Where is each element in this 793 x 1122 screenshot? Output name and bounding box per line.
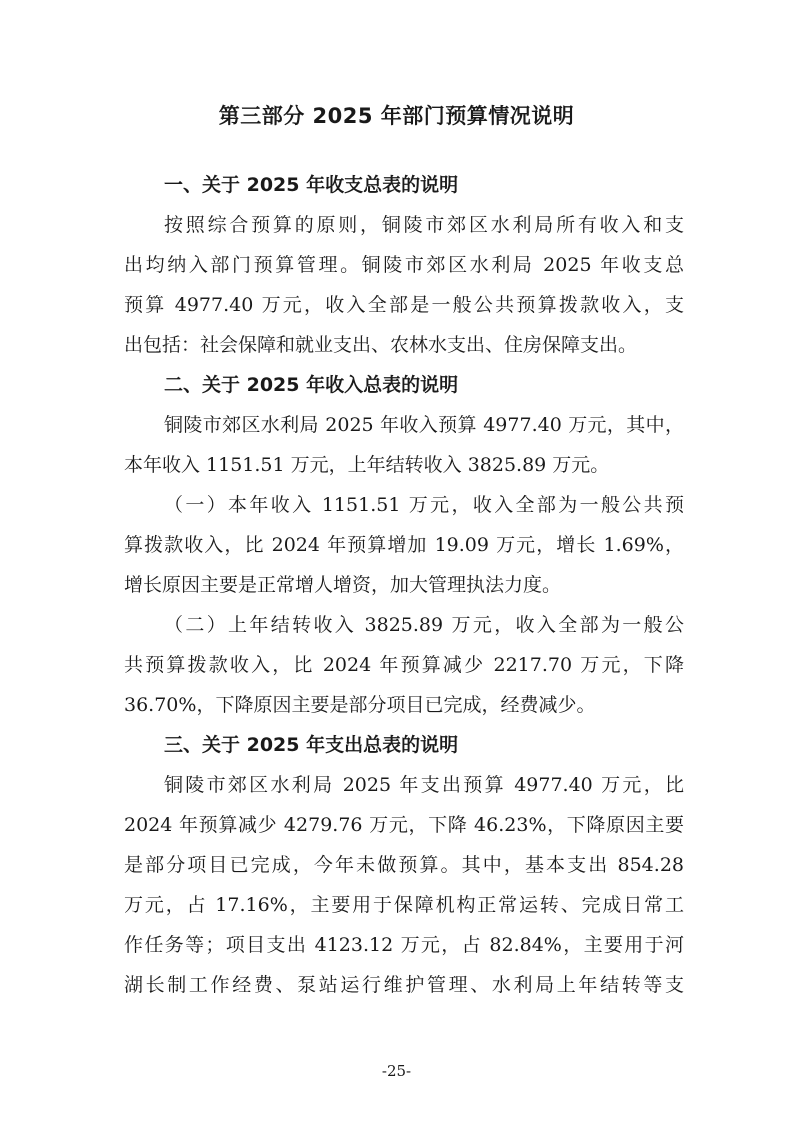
paragraph-line: 增长原因主要是正常增人增资，加大管理执法力度。 (124, 574, 562, 596)
paragraph-line: 共预算拨款收入，比 2024 年预算减少 2217.70 万元，下降 (124, 654, 684, 676)
section-heading: 二、关于 2025 年收入总表的说明 (164, 374, 459, 396)
paragraph-line: 出包括：社会保障和就业支出、农林水支出、住房保障支出。 (124, 334, 638, 356)
page-number: -25- (381, 1062, 412, 1080)
document-body (124, 165, 684, 1005)
paragraph-line: 出均纳入部门预算管理。铜陵市郊区水利局 2025 年收支总 (124, 254, 684, 276)
page-title: 第三部分 2025 年部门预算情况说明 (218, 104, 575, 128)
paragraph-line: （二）上年结转收入 3825.89 万元，收入全部为一般公 (164, 614, 684, 636)
paragraph-line: 算拨款收入，比 2024 年预算增加 19.09 万元，增长 1.69%， (124, 534, 684, 556)
paragraph-line: 是部分项目已完成，今年未做预算。其中，基本支出 854.28 (124, 854, 684, 876)
paragraph (124, 605, 684, 725)
paragraph-line: 本年收入 1151.51 万元，上年结转收入 3825.89 万元。 (124, 454, 610, 476)
paragraph (124, 205, 684, 365)
paragraph-line: 铜陵市郊区水利局 2025 年支出预算 4977.40 万元，比 (164, 774, 684, 796)
paragraph-line: 万元，占 17.16%，主要用于保障机构正常运转、完成日常工 (124, 894, 684, 916)
paragraph-line: 作任务等；项目支出 4123.12 万元，占 82.84%，主要用于河 (124, 934, 684, 956)
section-heading: 一、关于 2025 年收支总表的说明 (164, 174, 459, 196)
paragraph-line: 36.70%，下降原因主要是部分项目已完成，经费减少。 (124, 694, 596, 716)
paragraph-line: 湖长制工作经费、泵站运行维护管理、水利局上年结转等支 (124, 974, 684, 996)
paragraph-line: 预算 4977.40 万元，收入全部是一般公共预算拨款收入，支 (124, 294, 684, 316)
paragraph-line: 按照综合预算的原则，铜陵市郊区水利局所有收入和支 (164, 214, 684, 236)
paragraph-line: 铜陵市郊区水利局 2025 年收入预算 4977.40 万元，其中， (164, 414, 684, 436)
paragraph (124, 405, 684, 485)
paragraph-line: 2024 年预算减少 4279.76 万元，下降 46.23%，下降原因主要 (124, 814, 684, 836)
section-heading: 三、关于 2025 年支出总表的说明 (164, 734, 459, 756)
paragraph (124, 765, 684, 1005)
paragraph-line: （一）本年收入 1151.51 万元，收入全部为一般公共预 (164, 494, 684, 516)
paragraph (124, 485, 684, 605)
